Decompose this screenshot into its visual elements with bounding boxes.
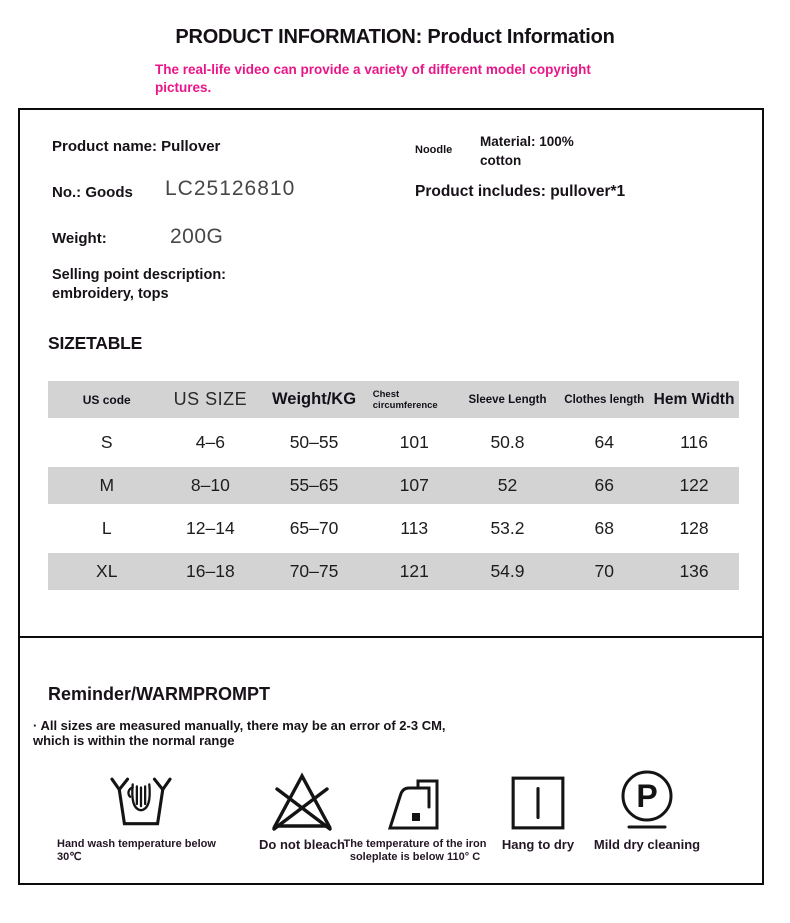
cell: 121 (399, 561, 429, 581)
cell: 8–10 (190, 475, 230, 495)
cell: 66 (594, 475, 614, 495)
col-header-weight: Weight/KG (272, 390, 357, 408)
reminder-box (18, 638, 764, 885)
material-label: Material: 100% cotton (480, 134, 574, 168)
cell: 4–6 (195, 432, 225, 452)
product-includes: Product includes: pullover*1 (415, 183, 626, 200)
col-header-chest: Chest circumference (372, 388, 438, 411)
col-header-hem: Hem Width (653, 390, 735, 408)
cell: 113 (400, 518, 429, 538)
col-header-us-size: US SIZE (173, 389, 248, 409)
cell: 64 (594, 432, 614, 452)
mild-dry-cleaning-icon (616, 768, 678, 832)
cell: M (99, 475, 115, 495)
cell: XL (96, 561, 118, 581)
col-header-us-code: US code (82, 392, 131, 407)
care-item-iron (335, 768, 495, 864)
cell: 16–18 (186, 561, 235, 581)
goods-no-value: LC25126810 (165, 177, 296, 200)
fabric-label: Noodle (415, 144, 453, 156)
page-title: PRODUCT INFORMATION: Product Information (175, 26, 615, 48)
care-label: Hang to dry (501, 837, 575, 852)
cell: 12–14 (186, 518, 235, 538)
care-label: Do not bleach (259, 837, 345, 852)
cell: 101 (399, 432, 429, 452)
weight-value: 200G (170, 225, 224, 248)
care-label: Hand wash temperature below 30℃ (57, 838, 216, 863)
size-table (48, 381, 739, 596)
care-item-hand-wash (57, 768, 225, 864)
table-row-xl (48, 553, 739, 590)
reminder-note: · All sizes are measured manually, there may be an error of 2-3 CM, which is within the normal range (33, 718, 446, 748)
svg-text:P: P (636, 778, 658, 814)
table-row-l (48, 510, 739, 547)
cell: 70 (594, 561, 614, 581)
cell: 55–65 (289, 475, 339, 495)
cell: 50.8 (490, 432, 525, 452)
hand-wash-icon (105, 768, 177, 832)
iron-low-temp-icon (384, 768, 446, 832)
hang-to-dry-icon (509, 768, 567, 832)
product-details-box (18, 108, 764, 638)
cell: 136 (679, 561, 709, 581)
cell: S (100, 432, 113, 452)
do-not-bleach-icon (270, 768, 334, 832)
cell: 65–70 (289, 518, 339, 538)
cell: 68 (594, 518, 614, 538)
goods-no-label: No.: Goods (52, 184, 133, 201)
cell: 50–55 (289, 432, 339, 452)
care-item-dry-clean (567, 768, 727, 851)
col-header-sleeve: Sleeve Length (468, 393, 547, 406)
cell: 52 (497, 475, 518, 495)
cell: 53.2 (490, 518, 525, 538)
table-row-s (48, 424, 739, 461)
cell: 116 (680, 432, 708, 452)
weight-label: Weight: (52, 230, 107, 247)
cell: 107 (399, 475, 429, 495)
cell: 70–75 (289, 561, 339, 581)
care-label: Mild dry cleaning (593, 837, 701, 852)
cell: 122 (679, 475, 709, 495)
cell: L (101, 518, 112, 538)
care-label: The temperature of the iron soleplate is below 110° C (343, 838, 487, 863)
selling-point: Selling point description: embroidery, tops (52, 267, 226, 302)
product-name: Product name: Pullover (52, 138, 221, 155)
col-header-clothes: Clothes length (564, 393, 645, 406)
size-table-heading: SIZETABLE (48, 333, 143, 353)
page-subtitle: The real-life video can provide a variety of different model copyright pictures. (155, 62, 591, 95)
table-row-m (48, 467, 739, 504)
reminder-heading: Reminder/WARMPROMPT (48, 684, 271, 704)
cell: 128 (679, 518, 709, 538)
size-table-header-row (48, 381, 739, 418)
cell: 54.9 (490, 561, 525, 581)
